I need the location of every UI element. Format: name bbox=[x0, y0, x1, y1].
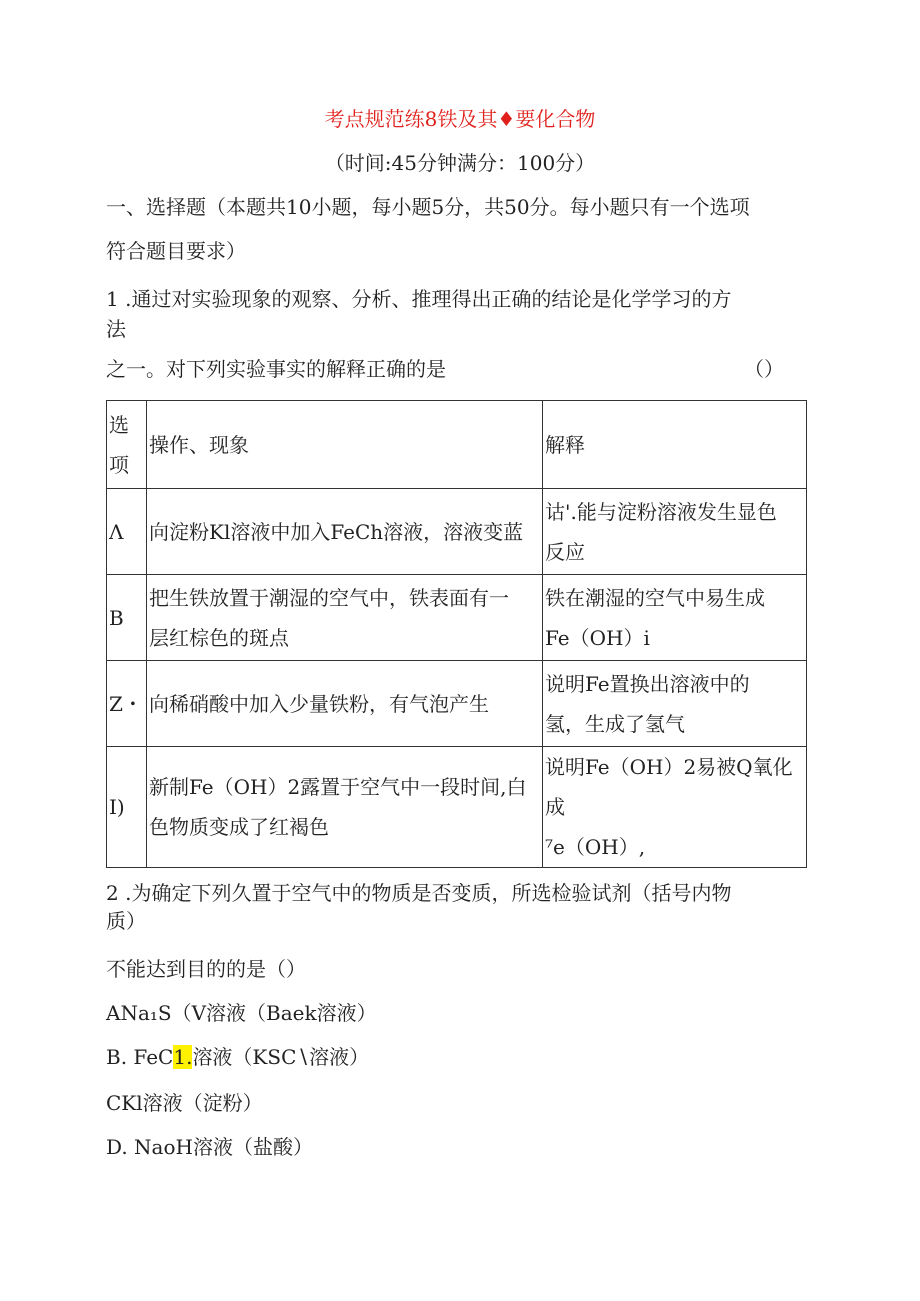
operation-cell: 把生铁放置于潮湿的空气中，铁表面有一 层红棕色的斑点 bbox=[147, 575, 543, 661]
question1-line2: 法 bbox=[106, 317, 126, 341]
section-heading-line1: 一、选择题（本题共10小题，每小题5分，共50分。每小题只有一个选项 bbox=[106, 195, 750, 219]
header-explanation: 解释 bbox=[543, 401, 807, 489]
question1-table bbox=[106, 400, 807, 868]
explanation-cell: 铁在潮湿的空气中易生成 Fe（OH）i bbox=[543, 575, 807, 661]
explanation-cell: 诂'.能与淀粉溶液发生显色 反应 bbox=[543, 489, 807, 575]
table-row bbox=[107, 661, 807, 747]
operation-cell: 新制Fe（OH）2露置于空气中一段时间,白 色物质变成了红褐色 bbox=[147, 747, 543, 868]
option-label: Z・ bbox=[107, 661, 147, 747]
answer-blank: （） bbox=[744, 357, 784, 381]
explanation-cell: 说明Fe（OH）2易被Q氧化成 ⁷e（OH）, bbox=[543, 747, 807, 868]
question2-line2: 质） bbox=[106, 909, 146, 933]
page-subtitle: （时间:45分钟满分：100分） bbox=[324, 151, 596, 175]
option-label: I) bbox=[107, 747, 147, 868]
header-option: 选 项 bbox=[107, 401, 147, 489]
table-row bbox=[107, 575, 807, 661]
question2-line3: 不能达到目的的是（） bbox=[106, 957, 306, 981]
explanation-cell: 说明Fe置换出溶液中的 氢，生成了氢气 bbox=[543, 661, 807, 747]
table-row bbox=[107, 747, 807, 868]
header-operation: 操作、现象 bbox=[147, 401, 543, 489]
highlighted-text: 1. bbox=[173, 1045, 193, 1069]
operation-cell: 向淀粉Kl溶液中加入FeCh溶液，溶液变蓝 bbox=[147, 489, 543, 575]
section-heading-line2: 符合题目要求） bbox=[106, 239, 246, 263]
page-title: 考点规范练8铁及其♦要化合物 bbox=[324, 107, 596, 131]
table-header-row bbox=[107, 401, 807, 489]
option-d: D. NaoH溶液（盐酸） bbox=[106, 1135, 313, 1159]
operation-cell: 向稀硝酸中加入少量铁粉，有气泡产生 bbox=[147, 661, 543, 747]
option-label: Λ bbox=[107, 489, 147, 575]
question1-line1: 1 .通过对实验现象的观察、分析、推理得出正确的结论是化学学习的方 bbox=[106, 287, 732, 311]
question1-line3: 之一。对下列实验事实的解释正确的是 bbox=[106, 357, 446, 381]
table-row bbox=[107, 489, 807, 575]
option-b: B. FeC1.溶液（KSC∖溶液） bbox=[106, 1045, 370, 1069]
option-label: B bbox=[107, 575, 147, 661]
question2-line1: 2 .为确定下列久置于空气中的物质是否变质，所选检验试剂（括号内物 bbox=[106, 881, 732, 905]
option-c: CKl溶液（淀粉） bbox=[106, 1091, 263, 1115]
option-a: ANa₁S（V溶液（Baek溶液） bbox=[106, 1001, 377, 1025]
